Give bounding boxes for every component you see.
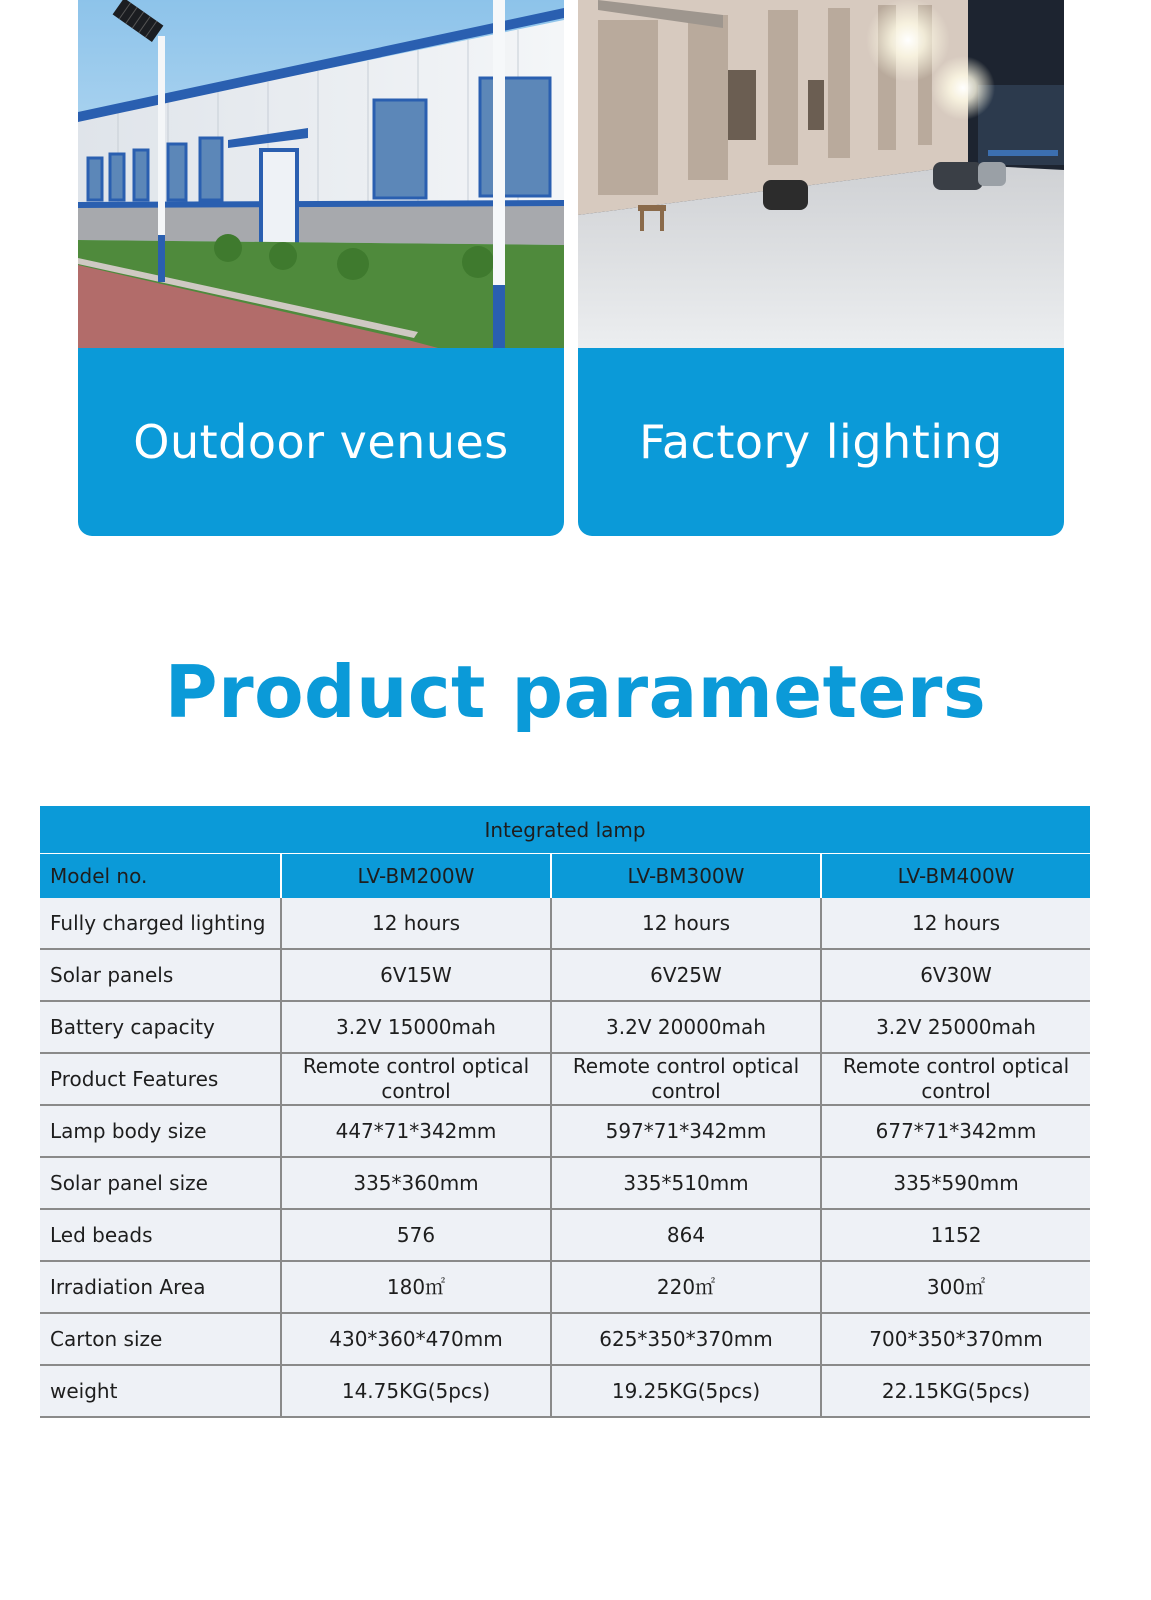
header-cell: LV-BM200W <box>281 854 551 899</box>
row-label: Carton size <box>40 1313 281 1365</box>
table-cell: 14.75KG(5pcs) <box>281 1365 551 1417</box>
table-cell: Remote control optical control <box>821 1053 1090 1105</box>
table-cell: 447*71*342mm <box>281 1105 551 1157</box>
table-cell: 300㎡ <box>821 1261 1090 1313</box>
table-caption-row <box>40 806 1090 854</box>
row-label: Solar panels <box>40 949 281 1001</box>
table-cell: 430*360*470mm <box>281 1313 551 1365</box>
row-label: Battery capacity <box>40 1001 281 1053</box>
table-cell: 12 hours <box>551 898 821 949</box>
table-cell: 6V25W <box>551 949 821 1001</box>
table-row <box>40 1261 1090 1313</box>
table-cell: 12 hours <box>821 898 1090 949</box>
table-cell: 12 hours <box>281 898 551 949</box>
row-label: Product Features <box>40 1053 281 1105</box>
header-cell: Model no. <box>40 854 281 899</box>
factory-lighting-card <box>578 0 1064 536</box>
table-cell: 180㎡ <box>281 1261 551 1313</box>
factory-lighting-photo <box>578 0 1064 348</box>
table-row <box>40 898 1090 949</box>
row-label: Solar panel size <box>40 1157 281 1209</box>
table-cell: 1152 <box>821 1209 1090 1261</box>
table-cell: Remote control optical control <box>551 1053 821 1105</box>
table-row <box>40 949 1090 1001</box>
table-cell: 22.15KG(5pcs) <box>821 1365 1090 1417</box>
table-row <box>40 1365 1090 1417</box>
table-header-row <box>40 854 1090 899</box>
header-cell: LV-BM400W <box>821 854 1090 899</box>
table-cell: 3.2V 20000mah <box>551 1001 821 1053</box>
table-cell: 19.25KG(5pcs) <box>551 1365 821 1417</box>
table-cell: 677*71*342mm <box>821 1105 1090 1157</box>
table-row <box>40 1105 1090 1157</box>
table-cell: 3.2V 25000mah <box>821 1001 1090 1053</box>
table-row <box>40 1053 1090 1105</box>
table-cell: 864 <box>551 1209 821 1261</box>
table-caption: Integrated lamp <box>40 806 1090 854</box>
table-cell: 576 <box>281 1209 551 1261</box>
table-cell: 335*360mm <box>281 1157 551 1209</box>
header-cell: LV-BM300W <box>551 854 821 899</box>
row-label: Lamp body size <box>40 1105 281 1157</box>
outdoor-venues-label: Outdoor venues <box>78 348 564 536</box>
outdoor-venues-photo <box>78 0 564 348</box>
table-cell: 597*71*342mm <box>551 1105 821 1157</box>
row-label: Fully charged lighting <box>40 898 281 949</box>
row-label: weight <box>40 1365 281 1417</box>
table-cell: 6V30W <box>821 949 1090 1001</box>
table-row <box>40 1157 1090 1209</box>
table-row <box>40 1313 1090 1365</box>
table-cell: Remote control optical control <box>281 1053 551 1105</box>
table-cell: 700*350*370mm <box>821 1313 1090 1365</box>
table-cell: 3.2V 15000mah <box>281 1001 551 1053</box>
table-cell: 220㎡ <box>551 1261 821 1313</box>
section-title: Product parameters <box>164 650 987 734</box>
table-row <box>40 1001 1090 1053</box>
row-label: Irradiation Area <box>40 1261 281 1313</box>
outdoor-venues-card <box>78 0 564 536</box>
factory-lighting-label: Factory lighting <box>578 348 1064 536</box>
table-cell: 335*590mm <box>821 1157 1090 1209</box>
table-cell: 625*350*370mm <box>551 1313 821 1365</box>
table-row <box>40 1209 1090 1261</box>
table-cell: 6V15W <box>281 949 551 1001</box>
table-cell: 335*510mm <box>551 1157 821 1209</box>
product-parameters-table <box>40 806 1090 1418</box>
row-label: Led beads <box>40 1209 281 1261</box>
